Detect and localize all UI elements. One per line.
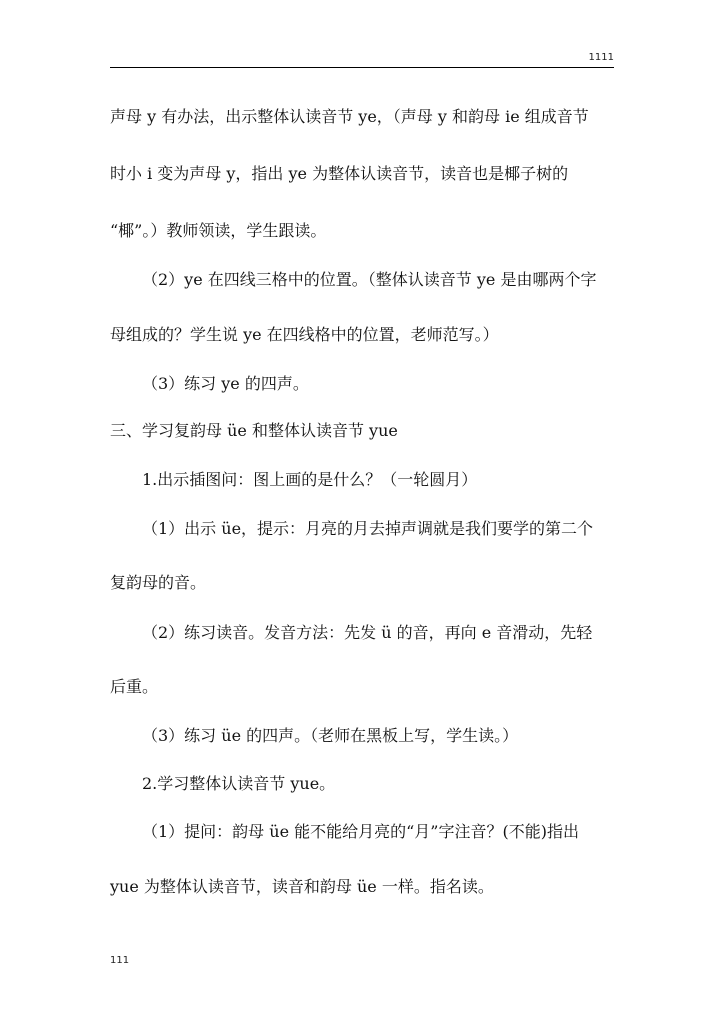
text-line-11: （2）练习读音。发音方法：先发 ü 的音，再向 e 音滑动，先轻: [142, 623, 593, 642]
text-line-1: 声母 y 有办法，出示整体认读音节 ye，（声母 y 和韵母 ie 组成音节: [110, 107, 589, 126]
text-line-3: “椰”。）教师领读，学生跟读。: [110, 221, 327, 240]
text-line-13: （3）练习 üe 的四声。（老师在黑板上写，学生读。）: [142, 726, 519, 745]
footer-page-code: 111: [110, 955, 130, 966]
text-line-8: 1.出示插图问：图上画的是什么？（一轮圆月）: [142, 470, 478, 489]
text-line-2: 时小 i 变为声母 y，指出 ye 为整体认读音节，读音也是椰子树的: [110, 164, 569, 183]
section-heading: 三、学习复韵母 üe 和整体认读音节 yue: [110, 421, 398, 440]
text-line-5: 母组成的？学生说 ye 在四线格中的位置，老师范写。）: [110, 325, 499, 344]
text-line-12: 后重。: [110, 677, 159, 696]
text-line-6: （3）练习 ye 的四声。: [142, 374, 309, 393]
header-divider: [110, 67, 614, 68]
text-line-10: 复韵母的音。: [110, 573, 207, 592]
text-line-9: （1）出示 üe，提示：月亮的月去掉声调就是我们要学的第二个: [142, 519, 594, 538]
text-line-15: （1）提问：韵母 üe 能不能给月亮的“月”字注音？(不能)指出: [142, 822, 579, 841]
text-line-14: 2.学习整体认读音节 yue。: [142, 774, 336, 793]
text-line-4: （2）ye 在四线三格中的位置。（整体认读音节 ye 是由哪两个字: [142, 270, 597, 289]
text-line-16: yue 为整体认读音节，读音和韵母 üe 一样。指名读。: [110, 877, 494, 896]
header-page-code: 1111: [588, 52, 614, 63]
